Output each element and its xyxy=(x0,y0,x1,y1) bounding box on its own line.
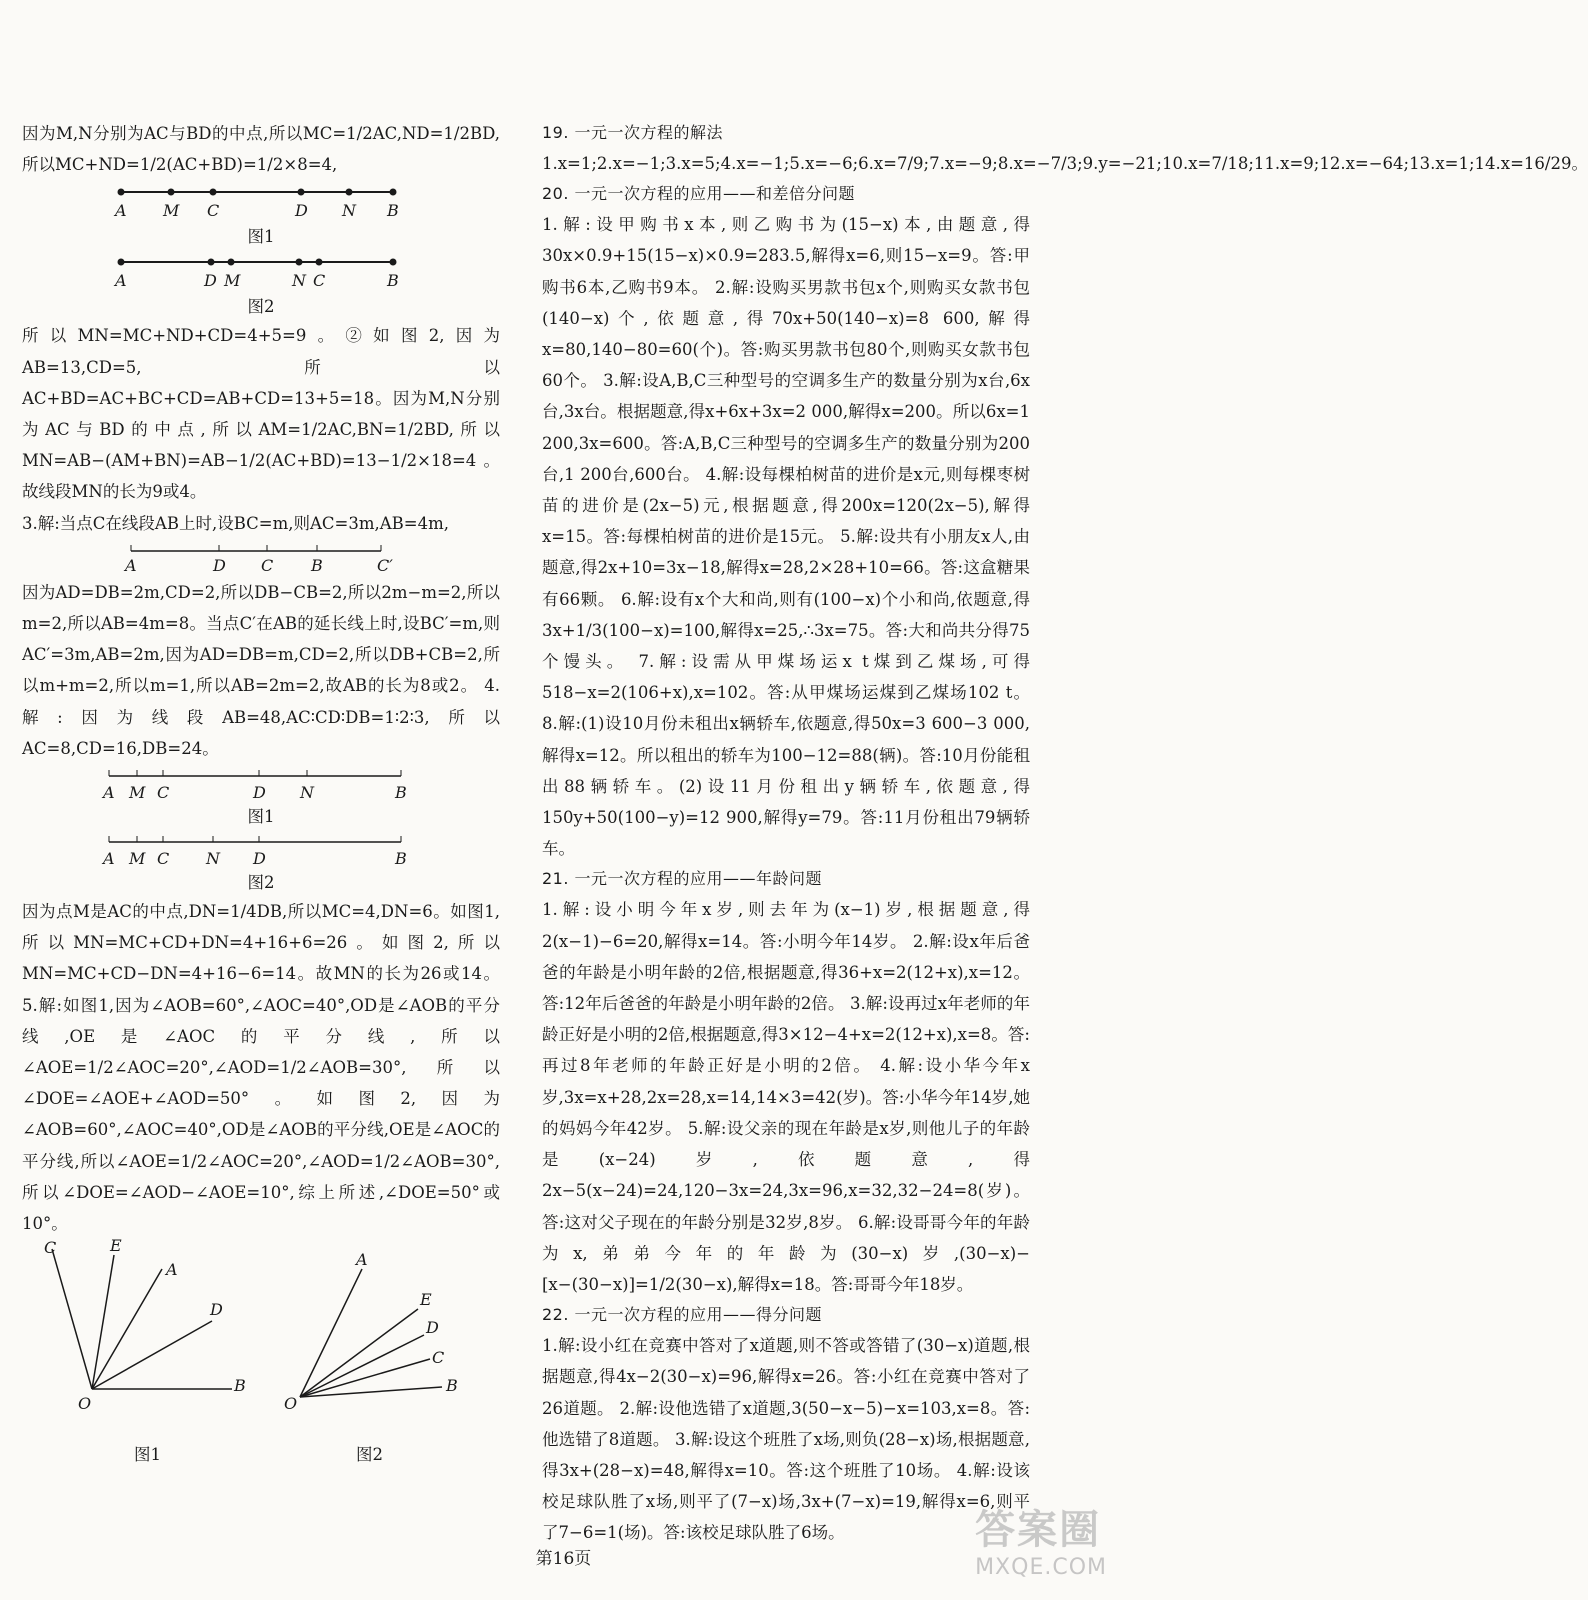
svg-text:B: B xyxy=(387,201,399,221)
angle-figures xyxy=(22,1236,500,1439)
svg-text:A: A xyxy=(125,555,137,575)
svg-text:D: D xyxy=(253,783,266,803)
svg-text:M: M xyxy=(163,201,180,221)
svg-text:D: D xyxy=(253,849,266,869)
answer-paragraph: 所以MN=MC+ND+CD=4+5=9。②如图2,因为AB=13,CD=5,所以AC+BD=AC+BC+CD=AB+CD=13+5=18。因为M,N分别为AC与BD的中点,所以AM=1/2AC,BN=1/2BD,所以MN=AB−(AM+BN)=AB−1/2(AC+BD)=13−1/2×18=4。故线段MN的长为9或4。 xyxy=(22,326,500,502)
segment-figure xyxy=(111,250,411,294)
svg-text:O: O xyxy=(78,1394,92,1414)
segment-figure xyxy=(101,830,421,870)
svg-text:B: B xyxy=(395,783,407,803)
svg-text:D: D xyxy=(210,1300,223,1320)
svg-text:M: M xyxy=(129,849,146,869)
section-heading: 21. 一元一次方程的应用——年龄问题 xyxy=(542,869,823,889)
answer-paragraph: 1.解:设小红在竞赛中答对了x道题,则不答或答错了(30−x)道题,根据题意,得4x−2(30−x)=96,解得x=26。答:小红在竞赛中答对了26道题。 2.解:设他选错了x道题,3(50−x−5)−x=103,x=8。答:他选错了8道题。 3.解:设这个班胜了x场,则负(28−x)场,根据题意,得3x+(28−x)=48,解得x=10。答:这个班胜了10场。 4.解:设该校足球队胜了x场,则平了(7−x)场,3x+(7−x)=19,解得x=6,则平了7−6=1(场)。答:该校足球队胜了6场。 xyxy=(542,1336,1030,1543)
watermark-title: 答案圈 xyxy=(975,1507,1102,1553)
svg-text:N: N xyxy=(206,849,220,869)
watermark-url: MXQE.COM xyxy=(975,1555,1107,1580)
svg-text:M: M xyxy=(129,783,146,803)
answer-paragraph: 因为点M是AC的中点,DN=1/4DB,所以MC=4,DN=6。如图1,所以MN=MC+CD+DN=4+16+6=26。如图2,所以MN=MC+CD−DN=4+16−6=14。故MN的长为26或14。 5.解:如图1,因为∠AOB=60°,∠AOC=40°,OD是∠AOB的平分线,OE是∠AOC的平分线,所以∠AOE=1/2∠AOC=20°,∠AOD=1/2∠AOB=30°,所以∠DOE=∠AOE+∠AOD=50°。如图2,因为∠AOB=60°,∠AOC=40°,OD是∠AOB的平分线,OE是∠AOC的平分线,所以∠AOE=1/2∠AOC=20°,∠AOD=1/2∠AOB=30°,所以∠DOE=∠AOD−∠AOE=10°,综上所述,∠DOE=50°或10°。 xyxy=(22,902,500,1234)
svg-text:B: B xyxy=(387,271,399,291)
page-number: 第16页 xyxy=(535,1549,592,1569)
svg-text:O: O xyxy=(284,1394,298,1414)
svg-text:A: A xyxy=(166,1260,178,1280)
svg-text:A: A xyxy=(115,201,127,221)
angle-figure-2 xyxy=(284,1250,458,1413)
svg-text:E: E xyxy=(420,1290,432,1310)
svg-text:N: N xyxy=(300,783,314,803)
svg-text:A: A xyxy=(103,849,115,869)
segment-figure xyxy=(111,539,411,577)
svg-text:B: B xyxy=(234,1376,246,1396)
svg-text:D: D xyxy=(213,555,226,575)
svg-text:B: B xyxy=(311,555,323,575)
left-column xyxy=(22,118,500,1469)
svg-text:C: C xyxy=(157,849,170,869)
section-heading: 20. 一元一次方程的应用——和差倍分问题 xyxy=(542,184,856,204)
svg-text:C: C xyxy=(261,555,274,575)
figure-caption: 图2 xyxy=(247,297,275,317)
svg-text:C: C xyxy=(157,783,170,803)
svg-text:A: A xyxy=(115,271,127,291)
segment-figure xyxy=(101,764,421,804)
figure-caption: 图1 xyxy=(134,1445,161,1465)
answer-paragraph: 1.x=1;2.x=−1;3.x=5;4.x=−1;5.x=−6;6.x=7/9;7.x=−9;8.x=−7/3;9.y=−21;10.x=7/18;11.x=9;12.x=−64;13.x=1;14.x=16/29。 xyxy=(542,154,1588,173)
svg-text:M: M xyxy=(224,271,241,291)
svg-text:A: A xyxy=(356,1250,368,1270)
answer-paragraph: 1.解:设小明今年x岁,则去年为(x−1)岁,根据题意,得2(x−1)−6=20,解得x=14。答:小明今年14岁。 2.解:设x年后爸爸的年龄是小明年龄的2倍,根据题意,得36+x=2(12+x),x=12。答:12年后爸爸的年龄是小明年龄的2倍。 3.解:设再过x年老师的年龄正好是小明的2倍,根据题意,得3×12−4+x=2(12+x),x=8。答:再过8年老师的年龄正好是小明的2倍。 4.解:设小华今年x岁,3x=x+28,2x=28,x=14,14×3=42(岁)。答:小华今年14岁,她的妈妈今年42岁。 5.解:设父亲的现在年龄是x岁,则他儿子的年龄是(x−24)岁,依题意,得2x−5(x−24)=24,120−3x=24,3x=96,x=32,32−24=8(岁)。答:这对父子现在的年龄分别是32岁,8岁。 6.解:设哥哥今年的年龄为x,弟弟今年的年龄为(30−x)岁,(30−x)−[x−(30−x)]=1/2(30−x),解得x=18。答:哥哥今年18岁。 xyxy=(542,900,1030,1294)
svg-text:B: B xyxy=(446,1376,458,1396)
svg-text:N: N xyxy=(292,271,306,291)
svg-text:C: C xyxy=(44,1238,57,1258)
segment-figure xyxy=(111,180,411,224)
svg-text:D: D xyxy=(295,201,308,221)
svg-text:C: C xyxy=(207,201,220,221)
svg-text:B: B xyxy=(395,849,407,869)
figure-caption: 图1 xyxy=(247,807,275,827)
section-heading: 22. 一元一次方程的应用——得分问题 xyxy=(542,1305,823,1325)
svg-text:C′: C′ xyxy=(377,555,393,575)
answer-paragraph: 1.解:设甲购书x本,则乙购书为(15−x)本,由题意,得30x×0.9+15(15−x)×0.9=283.5,解得x=6,则15−x=9。答:甲购书6本,乙购书9本。 2.解:设购买男款书包x个,则购买女款书包(140−x)个,依题意,得70x+50(140−x)=8 600,解得x=80,140−80=60(个)。答:购买男款书包80个,则购买女款书包60个。 3.解:设A,B,C三种型号的空调多生产的数量分别为x台,6x台,3x台。根据题意,得x+6x+3x=2 000,解得x=200。所以6x=1 200,3x=600。答:A,B,C三种型号的空调多生产的数量分别为200台,1 200台,600台。 4.解:设每棵柏树苗的进价是x元,则每棵枣树苗的进价是(2x−5)元,根据题意,得200x=120(2x−5),解得x=15。答:每棵柏树苗的进价是15元。 5.解:设共有小朋友x人,由题意,得2x+10=3x−18,解得x=28,2×28+10=66。答:这盒糖果有66颗。 6.解:设有x个大和尚,则有(100−x)个小和尚,依题意,得3x+1/3(100−x)=100,解得x=25,∴3x=75。答:大和尚共分得75个馒头。 7.解:设需从甲煤场运x t煤到乙煤场,可得518−x=2(106+x),x=102。答:从甲煤场运煤到乙煤场102 t。 8.解:(1)设10月份未租出x辆轿车,依题意,得50x=3 600−3 000,解得x=12。所以租出的轿车为100−12=88(辆)。答:10月份能租出88辆轿车。(2)设11月份租出y辆轿车,依题意,得150y+50(100−y)=12 900,解得y=79。答:11月份租出79辆轿车。 xyxy=(542,215,1030,859)
answer-paragraph: 因为AD=DB=2m,CD=2,所以DB−CB=2,所以2m−m=2,所以m=2,所以AB=4m=8。当点C′在AB的延长线上时,设BC′=m,则AC′=3m,AB=2m,因为AD=DB=m,CD=2,所以DB+CB=2,所以m+m=2,所以m=1,所以AB=2m=2,故AB的长为8或2。 4.解:因为线段AB=48,AC∶CD∶DB=1∶2∶3,所以AC=8,CD=16,DB=24。 xyxy=(22,582,500,758)
answer-paragraph: 3.解:当点C在线段AB上时,设BC=m,则AC=3m,AB=4m, xyxy=(22,513,449,533)
watermark-logo xyxy=(975,1498,1107,1580)
svg-text:C: C xyxy=(313,271,326,291)
svg-text:A: A xyxy=(103,783,115,803)
svg-text:N: N xyxy=(342,201,356,221)
angle-figure-1 xyxy=(44,1236,246,1413)
section-heading: 19. 一元一次方程的解法 xyxy=(542,123,724,142)
figure-caption: 图1 xyxy=(247,227,275,247)
figure-caption: 图2 xyxy=(356,1445,383,1465)
svg-text:D: D xyxy=(204,271,217,291)
svg-text:D: D xyxy=(426,1318,439,1338)
answer-paragraph: 因为M,N分别为AC与BD的中点,所以MC=1/2AC,ND=1/2BD,所以MC+ND=1/2(AC+BD)=1/2×8=4, xyxy=(22,124,500,175)
svg-text:C: C xyxy=(432,1348,445,1368)
svg-text:E: E xyxy=(110,1236,122,1256)
figure-caption: 图2 xyxy=(247,873,275,893)
